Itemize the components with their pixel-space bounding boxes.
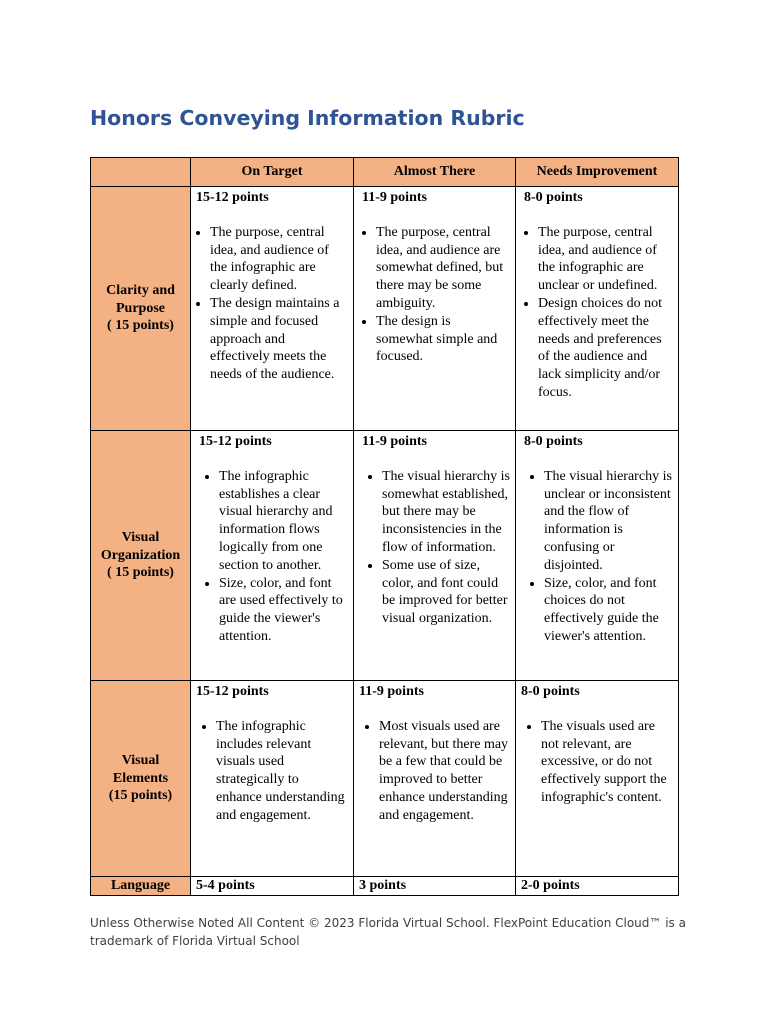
criterion-line: Language	[110, 878, 171, 893]
criterion-line: Visual	[121, 529, 160, 545]
copyright-footer	[90, 914, 690, 950]
rating-cell	[516, 431, 679, 681]
bullet-item: • The visual hierarchy is unclear or inconsistent and the flow of information is confusing or disjointed.	[544, 468, 673, 575]
bullet-item: • Size, color, and font choices do not effectively guide the viewer's attention.	[544, 575, 673, 646]
criterion-cell	[91, 877, 191, 896]
rating-cell	[191, 431, 354, 681]
bullet-list	[199, 468, 348, 646]
points-label: 8-0 points	[524, 434, 583, 449]
footer-line: trademark of Florida Virtual School	[90, 934, 300, 948]
bullet-list	[524, 468, 673, 646]
rating-cell	[354, 431, 516, 681]
points-label: 5-4 points	[196, 878, 255, 893]
table-row	[91, 681, 679, 877]
bullet-item: • Most visuals used are relevant, but there may be a few that could be improved to better enhance understanding and engagement.	[379, 718, 510, 825]
bullet-list	[362, 224, 510, 366]
rating-cell	[191, 877, 354, 896]
criterion-cell	[91, 431, 191, 681]
header-blank	[91, 158, 191, 187]
rating-cell	[516, 681, 679, 877]
bullet-item: • Size, color, and font are used effectively to guide the viewer's attention.	[219, 575, 348, 646]
bullet-item: • The design maintains a simple and focused approach and effectively meets the needs of the audience.	[210, 295, 348, 384]
bullet-item: • Some use of size, color, and font could be improved for better visual organization.	[382, 557, 510, 628]
criterion-line: (15 points)	[108, 788, 173, 804]
points-label: 3 points	[359, 878, 407, 893]
points-label: 11-9 points	[359, 684, 424, 699]
criterion-line: Elements	[112, 770, 169, 786]
header-row	[91, 158, 679, 187]
table-row	[91, 187, 679, 431]
rating-cell	[191, 187, 354, 431]
rating-cell	[354, 681, 516, 877]
criterion-line: Clarity and	[106, 282, 175, 298]
points-label: 11-9 points	[362, 434, 427, 449]
criterion-line: ( 15 points)	[107, 318, 174, 334]
criterion-line: Organization	[100, 547, 181, 563]
bullet-item: • The purpose, central idea, and audience of the infographic are unclear or undefined.	[538, 224, 673, 295]
bullet-list	[521, 718, 673, 807]
criterion-cell	[91, 681, 191, 877]
bullet-item: • The purpose, central idea, and audience are somewhat defined, but there may be some ambiguity.	[376, 224, 510, 313]
rubric-table	[90, 157, 679, 896]
bullet-item: • Design choices do not effectively meet the needs and preferences of the audience and lack simplicity and/or focus.	[538, 295, 673, 402]
bullet-list	[524, 224, 673, 402]
points-label: 15-12 points	[196, 684, 269, 699]
bullet-list	[196, 718, 348, 825]
footer-line: Unless Otherwise Noted All Content © 2023 Florida Virtual School. FlexPoint Education Cloud™ is a	[90, 916, 686, 930]
bullet-item: • The purpose, central idea, and audience of the infographic are clearly defined.	[210, 224, 348, 295]
header-on-target: On Target	[191, 158, 354, 187]
points-label: 15-12 points	[196, 190, 269, 205]
points-label: 15-12 points	[199, 434, 272, 449]
points-label: 8-0 points	[524, 190, 583, 205]
criterion-line: Purpose	[116, 300, 165, 316]
rating-cell	[516, 187, 679, 431]
bullet-item: • The visuals used are not relevant, are excessive, or do not effectively support the infographic's content.	[541, 718, 673, 807]
table-row	[91, 877, 679, 896]
points-label: 11-9 points	[362, 190, 427, 205]
rating-cell	[191, 681, 354, 877]
bullet-item: • The infographic establishes a clear visual hierarchy and information flows logically from one section to another.	[219, 468, 348, 575]
criterion-line: Visual	[121, 752, 160, 768]
points-label: 8-0 points	[521, 684, 580, 699]
rating-cell	[516, 877, 679, 896]
bullet-list	[196, 224, 348, 384]
header-needs-improvement: Needs Improvement	[516, 158, 679, 187]
rating-cell	[354, 187, 516, 431]
points-label: 2-0 points	[521, 878, 580, 893]
bullet-item: • The design is somewhat simple and focused.	[376, 313, 510, 366]
rating-cell	[354, 877, 516, 896]
bullet-item: • The infographic includes relevant visuals used strategically to enhance understanding and engagement.	[216, 718, 348, 825]
header-almost-there: Almost There	[354, 158, 516, 187]
table-row	[91, 431, 679, 681]
bullet-list	[359, 718, 510, 825]
page-title: Honors Conveying Information Rubric	[90, 106, 525, 130]
bullet-list	[362, 468, 510, 628]
criterion-line: ( 15 points)	[107, 565, 174, 581]
criterion-cell	[91, 187, 191, 431]
bullet-item: • The visual hierarchy is somewhat established, but there may be inconsistencies in the flow of information.	[382, 468, 510, 557]
